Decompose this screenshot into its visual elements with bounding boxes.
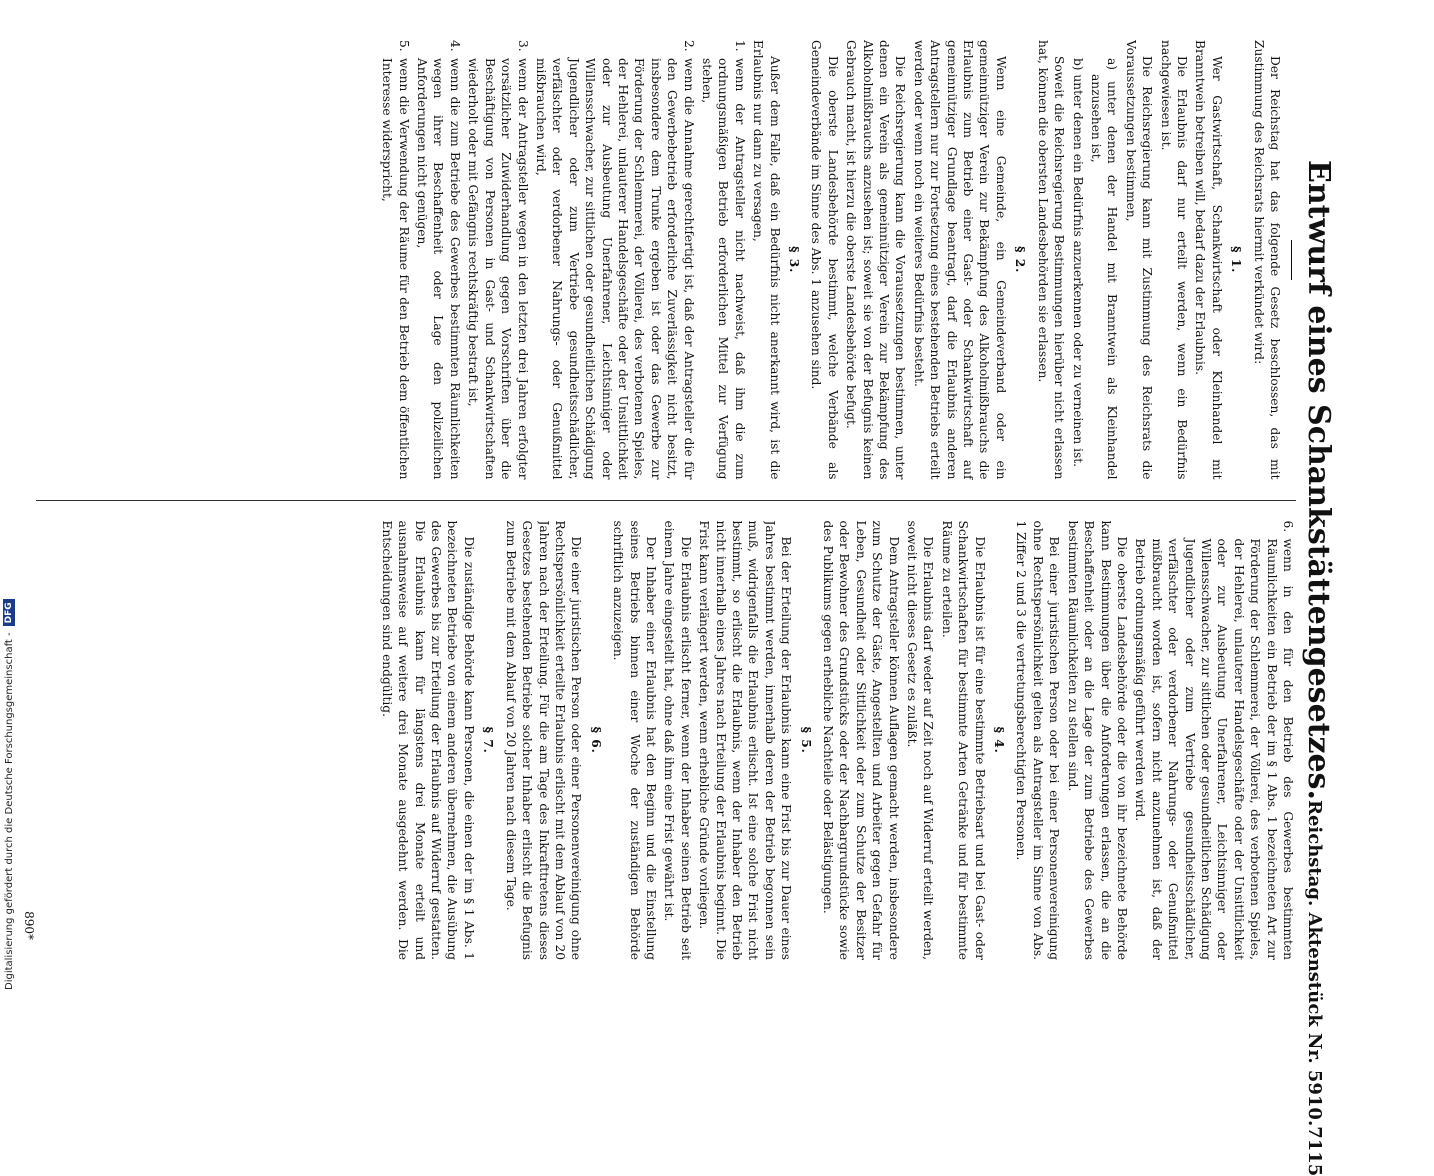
paragraph: Die Erlaubnis ist für eine bestimmte Betriebsart und bei Gast- oder Schankwirtschaften für bestimmte Arten Getränke und für bestimmte Räume zu erteilen. — [939, 520, 987, 960]
list-item: 4.wenn die zum Betriebe des Gewerbes bestimmten Räumlichkeiten wegen ihrer Beschaffenheit oder Lage den polizeilichen Anforderungen nicht genügen, — [415, 40, 462, 480]
section-4-heading: § 4. — [992, 726, 1007, 754]
list-item: 5.wenn die Verwendung der Räume für den Betrieb dem öffentlichen Interesse widerspricht, — [380, 40, 411, 480]
list-item: a) unter denen der Handel mit Branntwein als Kleinhandel anzusehen ist, — [1088, 58, 1120, 480]
paragraph: Der Inhaber einer Erlaubnis hat den Beginn und die Einstellung seines Betriebs binnen einer Woche der zuständigen Behörde schriftlich anzuzeigen. — [611, 520, 658, 960]
paragraph: Die Reichsregierung kann die Voraussetzungen bestimmen, unter denen ein Verein als gemeinnütziger Verein zur Bekämpfung des Alkoholmißbrauchs anzusehen ist; soweit sie von der Befugnis keinen Gebrauch macht, ist hierzu die oberste Landesbehörde befugt. — [844, 40, 908, 480]
section-5-heading: § 5. — [798, 726, 813, 754]
paragraph: Bei der Erteilung der Erlaubnis kann eine Frist bis zur Dauer eines Jahres bestimmt werden, innerhalb deren der Betrieb begonnen sein muß, widrigenfalls die Erlaubnis erlischt. Ist eine solche Frist nicht bestimmt, so erlischt die Erlaubnis, wenn der Inhaber den Betrieb nicht innerhalb eines Jahres nach Erteilung der Erlaubnis beginnt. Die Frist kann verlängert werden, wenn erhebliche Gründe vorliegen. — [697, 520, 794, 960]
preamble: Der Reichstag hat das folgende Gesetz beschlossen, das mit Zustimmung des Reichsrats hiermit verkündet wird: — [1251, 40, 1282, 480]
list-item: 2.wenn die Annahme gerechtfertigt ist, daß der Antragsteller die für den Gewerbebetrieb erforderliche Zuverlässigkeit nicht besitzt, insbesondere dem Trunke ergeben ist oder das Gewerbe zur Förderung der Schlemmerei, der Völlerei, des verbotenen Spieles, der Hehlerei, unlauterer Handelsgeschäfte oder der Unsittlichkeit oder zur Ausbeutung Unerfahrener, Leichtsinniger oder Willensschwacher, zur sittlichen oder gesundheitlichen Schädigung Jugendlicher oder zum Vertriebe gesundheitsschädlicher, verfälschter oder verdorbener Nahrungs- oder Genußmittel mißbrauchen wird, — [533, 40, 696, 480]
document-title: Entwurf eines Schankstättengesetzes. — [1301, 160, 1336, 800]
list-item: 1.wenn der Antragsteller nicht nachweist, daß ihm die zum ordnungsmäßigen Betrieb erforderlichen Mittel zur Verfügung stehen, — [700, 40, 747, 480]
running-head: Reichstag. Aktenstück Nr. 5910. — [1304, 799, 1325, 1127]
section-6-heading: § 6. — [588, 726, 603, 754]
signature-mark: 890* — [22, 911, 36, 940]
column-divider — [36, 500, 1296, 501]
list-item: b) unter denen ein Bedürfnis anzuerkennen oder zu verneinen ist. — [1070, 58, 1085, 468]
paragraph: Wenn eine Gemeinde, ein Gemeindeverband oder ein gemeinnütziger Verein zur Bekämpfung des Alkoholmißbrauchs die Erlaubnis zum Betrieb einer Gast- oder Schankwirtschaft auf gemeinnütziger Grundlage beantragt, darf die Erlaubnis anderen Antragstellern nur zur Fortsetzung eines bestehenden Betriebs erteilt werden oder wenn noch ein weiteres Bedürfnis besteht. — [911, 40, 1008, 480]
section-1-heading: § 1. — [1229, 246, 1244, 274]
paragraph: Außer dem Falle, daß ein Bedürfnis nicht anerkannt wird, ist die Erlaubnis nur dann zu versagen, — [751, 40, 782, 480]
paragraph: Die Erlaubnis darf weder auf Zeit noch auf Widerruf erteilt werden, soweit nicht dieses Gesetz es zuläßt. — [905, 520, 936, 960]
dfg-logo-icon: DFG — [3, 599, 15, 626]
page-header — [1301, 40, 1336, 1176]
paragraph: Soweit die Reichsregierung Bestimmungen hierüber nicht erlassen hat, können die obersten Landesbehörden sie erlassen. — [1035, 40, 1067, 480]
digitization-credit — [0, 0, 18, 1000]
section-2-heading: § 2. — [1013, 246, 1028, 274]
paragraph: Die Erlaubnis erlischt ferner, wenn der Inhaber seinen Betrieb seit einem Jahre eingestellt hat, ohne daß ihm eine Frist gewährt ist. — [662, 520, 693, 960]
title-rule — [1291, 240, 1292, 280]
text-columns — [36, 40, 1296, 960]
left-column — [36, 40, 1296, 480]
section-7-heading: § 7. — [481, 726, 496, 754]
paragraph: Die oberste Landesbehörde bestimmt, welche Verbände als Gemeindeverbände im Sinne des Abs. 1 anzusehen sind. — [809, 40, 840, 480]
list-item: 6.wenn in den für den Betrieb des Gewerbes bestimmten Räumlichkeiten ein Betrieb der im § 1 Abs. 1 bezeichneten Art zur Förderung der Schlemmerei, der Völlerei, des verbotenen Spieles, der Hehlerei, unlauterer Handelsgeschäfte oder der Unsittlichkeit oder zur Ausbeutung Unerfahrener, Leichtsinniger oder Willensschwacher, zur sittlichen oder gesundheitlichen Schädigung Jugendlicher oder zum Vertriebe gesundheitsschädlicher, verfälschter oder verdorbener Nahrungs- oder Genußmittel mißbraucht worden ist, sofern nicht anzunehmen ist, daß der Betrieb ordnungsmäßig geführt werden wird. — [1133, 520, 1295, 960]
paragraph: Die zuständige Behörde kann Personen, die einen der im § 1 Abs. 1 bezeichneten Betriebe von einem anderen übernehmen, die Ausübung des Gewerbes bis zur Erteilung der Erlaubnis auf Widerruf gestatten. Die Erlaubnis kann für längstens drei Monate erteilt und ausnahmsweise auf weitere drei Monate ausgedehnt werden. Die Entscheidungen sind endgültig. — [379, 520, 476, 960]
paragraph: Bei einer juristischen Person oder bei einer Personenvereinigung ohne Rechtspersönlichkeit gelten als Antragsteller im Sinne von Abs. 1 Ziffer 2 und 3 die vertretungsberechtigten Personen. — [1014, 520, 1062, 960]
paragraph: Die oberste Landesbehörde oder die von ihr bezeichnete Behörde kann Bestimmungen über die Anforderungen erlassen, die an die Beschaffenheit oder an die Lage der zum Betriebe des Gewerbes bestimmten Räumlichkeiten zu stellen sind. — [1065, 520, 1129, 960]
paragraph: Die Reichsregierung kann mit Zustimmung des Reichsrats die Voraussetzungen bestimmen, — [1123, 40, 1155, 480]
section-3-heading: § 3. — [787, 246, 802, 274]
credit-text: Digitalisierung gefördert durch die Deutsche Forschungsgemeinschaft - — [3, 632, 15, 990]
list-item: 3.wenn der Antragsteller wegen in den letzten drei Jahren erfolgter vorsätzlicher Zuwiderhandlung gegen Vorschriften über die Beschäftigung von Personen in Gast- und Schankwirtschaften wiederholt oder mit Gefängnis rechtskräftig bestraft ist, — [466, 40, 530, 480]
paragraph: Wer Gastwirtschaft, Schankwirtschaft oder Kleinhandel mit Branntwein betreiben will, bedarf dazu der Erlaubnis. — [1193, 40, 1224, 480]
page-number: 7115 — [1304, 1126, 1325, 1176]
right-column — [36, 521, 1296, 961]
paragraph: Die Erlaubnis darf nur erteilt werden, wenn ein Bedürfnis nachgewiesen ist. — [1158, 40, 1189, 480]
paragraph: Die einer juristischen Person oder einer Personenvereinigung ohne Rechtspersönlichkeit erteilte Erlaubnis erlischt mit dem Ablauf von 20 Jahren nach der Erteilung. Für die am Tage des Inkrafttretens dieses Gesetzes bestehenden Betriebe solcher Inhaber erlischt die Befugnis zum Betriebe mit dem Ablauf von 20 Jahren nach diesem Tage. — [503, 520, 584, 960]
paragraph: Dem Antragsteller können Auflagen gemacht werden, insbesondere zum Schutze der Gäste, Angestellten und Arbeiter gegen Gefahr für Leben, Gesundheit oder Sittlichkeit oder zum Schutze der Besitzer oder Bewohner des Grundstücks oder der Nachbargrundstücke sowie des Publikums gegen erhebliche Nachteile oder Belästigungen. — [821, 520, 901, 960]
